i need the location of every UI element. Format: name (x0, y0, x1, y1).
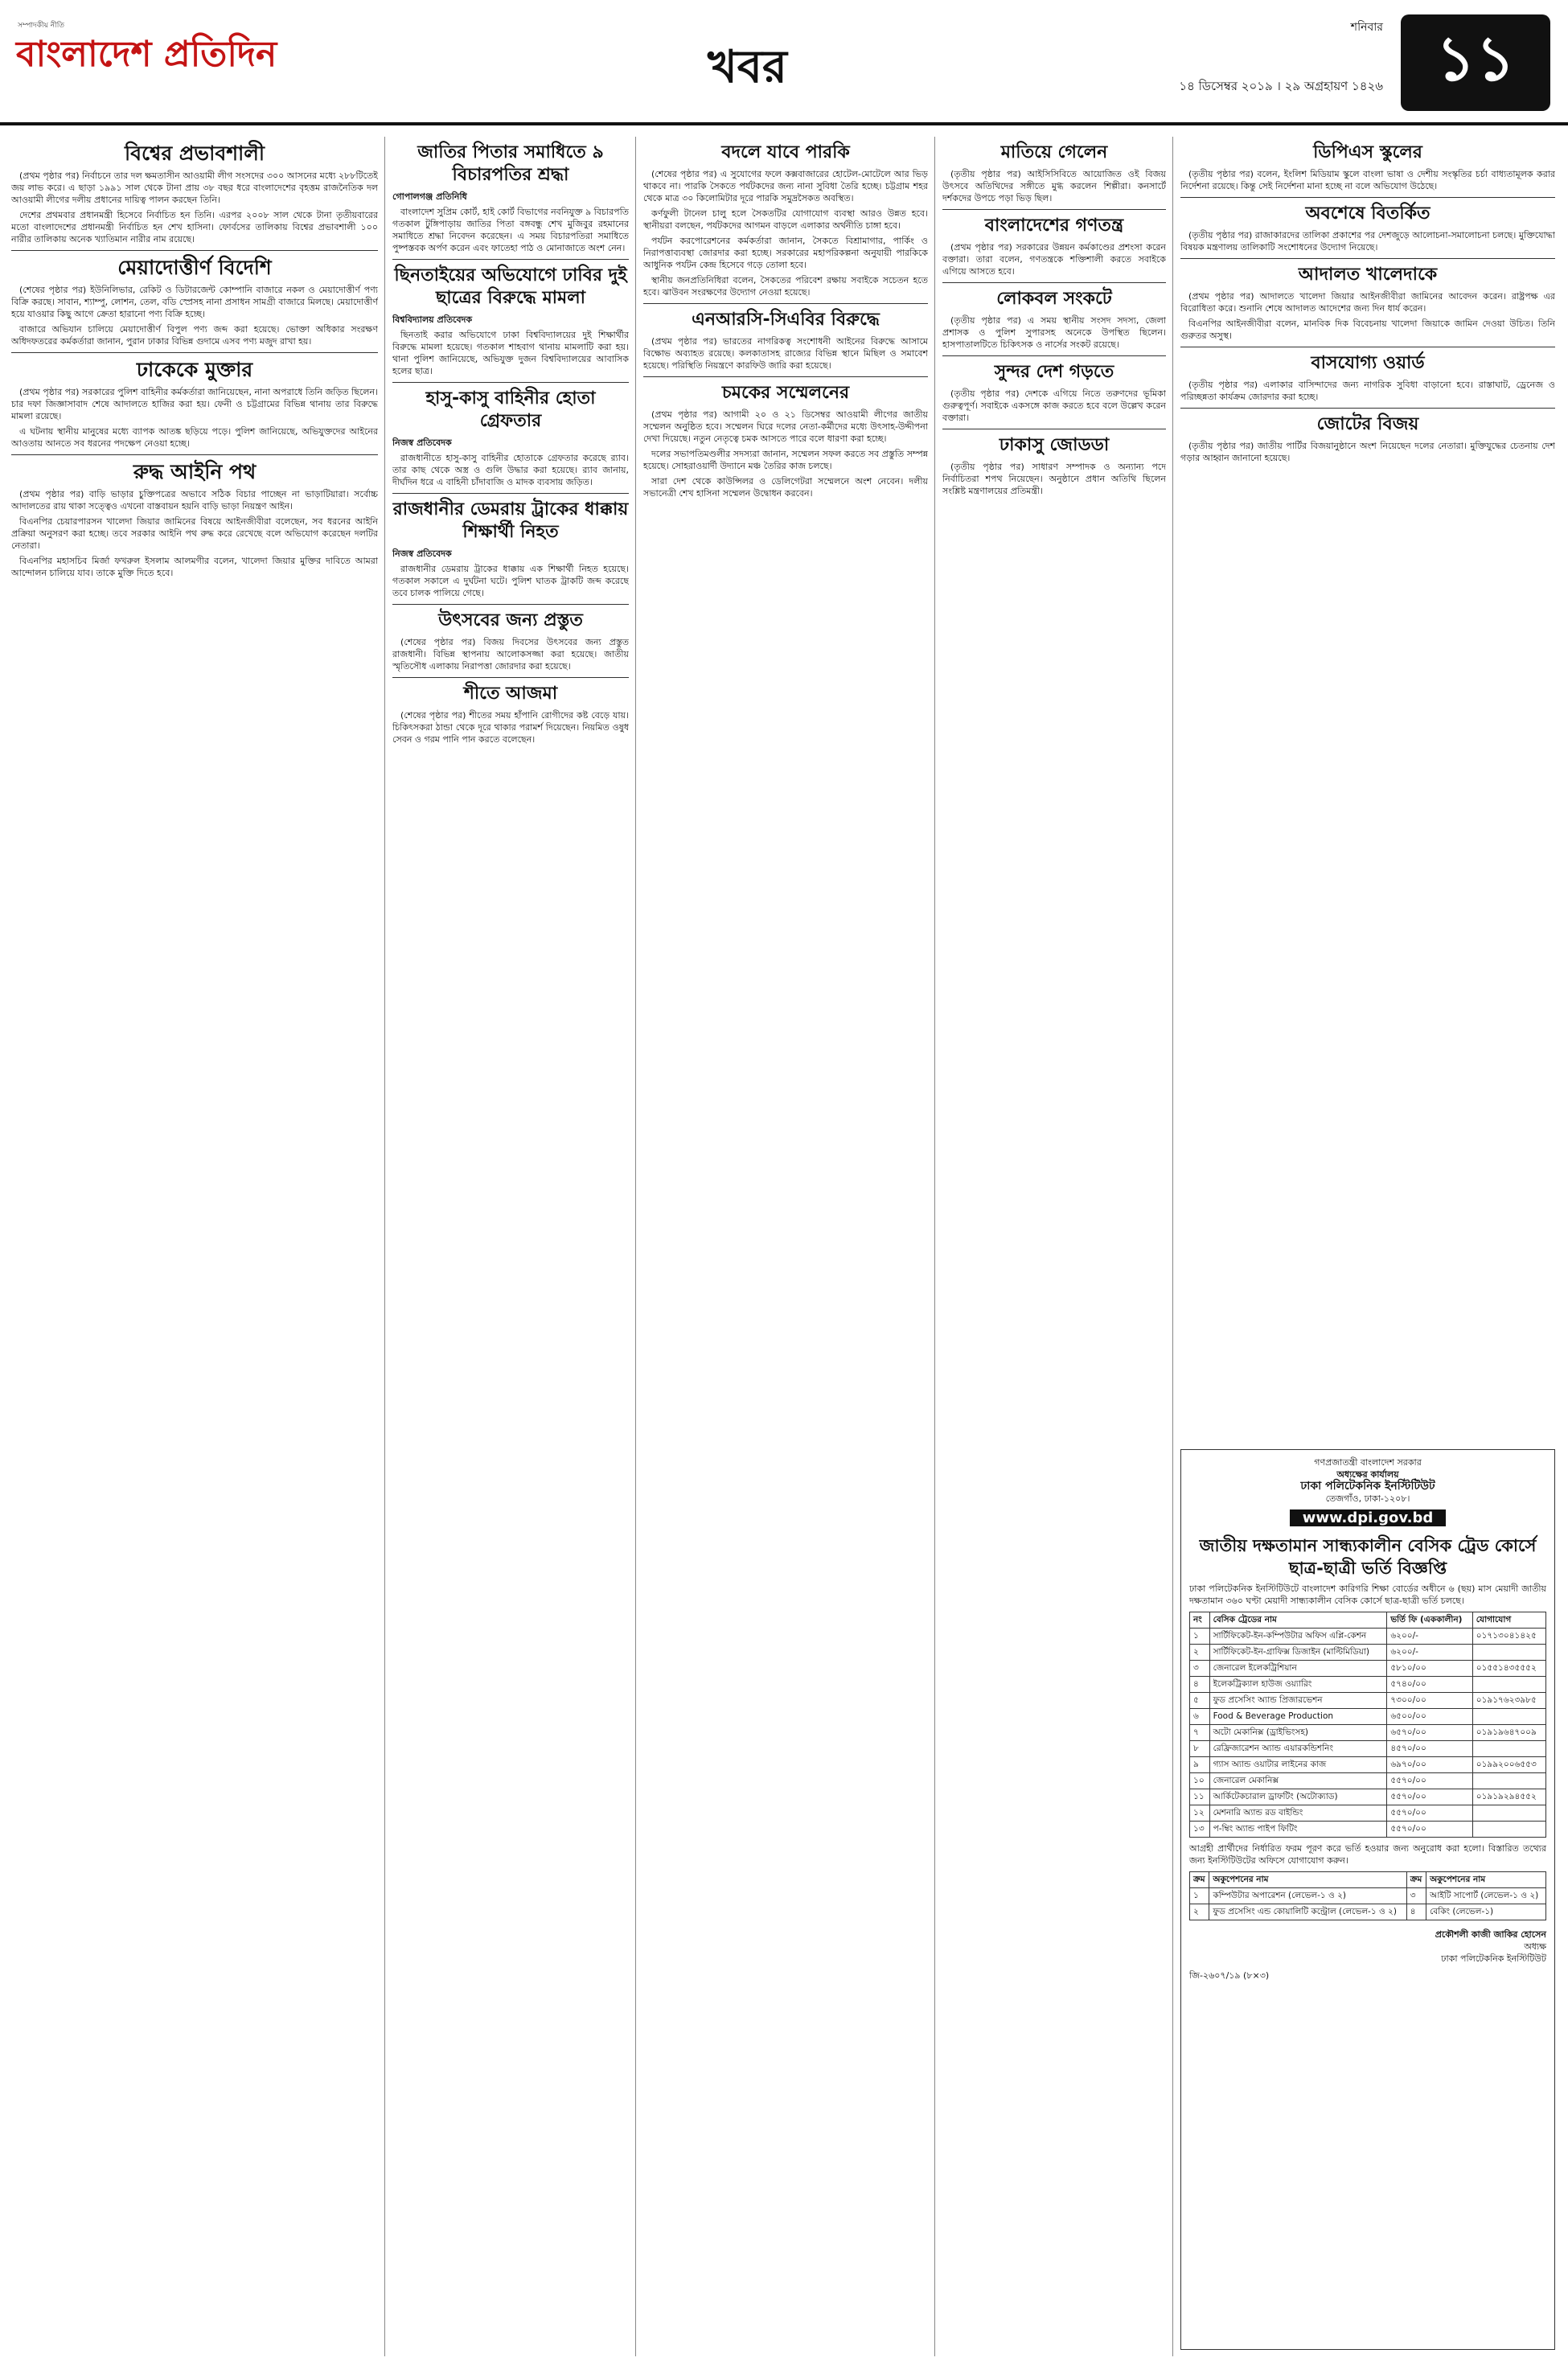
table-cell: ৬২০০/- (1387, 1645, 1472, 1661)
table-cell (1472, 1805, 1545, 1822)
table-cell: ৪ (1190, 1677, 1210, 1693)
table-cell: ৯ (1190, 1757, 1210, 1773)
headline: আদালত খালেদাকে (1298, 265, 1438, 285)
page-number: ১১ (1401, 14, 1550, 111)
divider (1180, 197, 1555, 198)
table-cell: ৫৭৪০/০০ (1387, 1677, 1472, 1693)
article-paragraph: (তৃতীয় পৃষ্ঠার পর) বলেন, ইংলিশ মিডিয়াম স্কুলে বাংলা ভাষা ও দেশীয় সংস্কৃতির চর্চা বাধ্যতামূলক করার নির্দেশনা রয়েছে। কিন্তু সেই নির্দেশনা মানা হচ্ছে না বলে অভিযোগ উঠেছে। (1180, 169, 1555, 191)
headline: অবশেষে বিতর্কিত (1305, 203, 1430, 224)
table-header-cell: অকুপেশনের নাম (1209, 1872, 1406, 1888)
article-paragraph: বিএনপির চেয়ারপারসন খালেদা জিয়ার জামিনের বিষয়ে আইনজীবীরা বলেছেন, সব ধরনের আইনি প্রক্রিয়া অনুসরণ করা হচ্ছে। তবে সরকার আইনি পথ রুদ্ধ করে রেখেছে বলে অভিযোগ করেছেন দলটির নেতারা। (11, 516, 378, 551)
table-cell: সার্টিফিকেট-ইন-গ্রাফিক্স ডিজাইন (মাল্টিমিডিয়া) (1209, 1645, 1387, 1661)
article-paragraph: (শেষের পৃষ্ঠার পর) বিজয় দিবসের উৎসবের জন্য প্রস্তুত রাজধানী। বিভিন্ন স্থাপনায় আলোকসজ্জা করা হয়েছে। জাতীয় স্মৃতিসৌধ এলাকায় নিরাপত্তা জোরদার করা হয়েছে। (392, 637, 629, 672)
table-cell: ১১ (1190, 1789, 1210, 1805)
table-cell: ৬৯৭০/০০ (1387, 1757, 1472, 1773)
column-1 (11, 137, 378, 2356)
article-paragraph: কর্ণফুলী টানেল চালু হলে সৈকতটির যোগাযোগ ব্যবস্থা আরও উন্নত হবে। স্থানীয়রা বলছেন, পর্যটকদের আগমন বাড়লে এলাকার অর্থনীতি চাঙ্গা হবে। (643, 208, 928, 231)
table-row (1190, 1805, 1546, 1822)
article-paragraph: (তৃতীয় পৃষ্ঠার পর) রাজাকারদের তালিকা প্রকাশের পর দেশজুড়ে আলোচনা-সমালোচনা চলছে। মুক্তিযোদ্ধা বিষয়ক মন্ত্রণালয় তালিকাটি সংশোধনের উদ্যোগ নিয়েছে। (1180, 230, 1555, 253)
table-cell: জেনারেল ইলেকট্রিশিয়ান (1209, 1661, 1387, 1677)
table-cell: ৫৫৭০/০০ (1387, 1773, 1472, 1789)
table-cell (1472, 1773, 1545, 1789)
weekday: শনিবার (1350, 21, 1383, 34)
article-paragraph: বিএনপির আইনজীবীরা বলেন, মানবিক দিক বিবেচনায় খালেদা জিয়াকে জামিন দেওয়া উচিত। তিনি গুরুতর অসুস্থ। (1180, 318, 1555, 341)
table-cell: ৫৫৭০/০০ (1387, 1805, 1472, 1822)
ad-signatory-institute: ঢাকা পলিটেকনিক ইনস্টিটিউট (1441, 1953, 1546, 1964)
ad-signatory-title: অধ্যক্ষ (1524, 1941, 1546, 1952)
table-cell: ১ (1190, 1888, 1209, 1904)
table-header-cell: ক্রম (1406, 1872, 1426, 1888)
table-row (1190, 1904, 1546, 1920)
table-row (1190, 1645, 1546, 1661)
table-cell: ৭ (1190, 1725, 1210, 1741)
headline: চমকের সম্মেলনের (721, 383, 850, 403)
table-cell: ৩ (1406, 1888, 1426, 1904)
article-paragraph: সারা দেশ থেকে কাউন্সিলর ও ডেলিগেটরা সম্মেলনে অংশ নেবেন। দলীয় সভানেত্রী শেখ হাসিনা সম্মেলন উদ্বোধন করবেন। (643, 476, 928, 499)
table-cell (1472, 1677, 1545, 1693)
masthead (0, 0, 1568, 125)
table-cell (1472, 1645, 1545, 1661)
headline: জাতির পিতার সমাধিতে ৯ বিচারপতির শ্রদ্ধা (417, 142, 604, 185)
divider (643, 303, 928, 304)
headline: হাসু-কাসু বাহিনীর হোতা গ্রেফতার (425, 388, 596, 431)
table-cell: ২ (1190, 1645, 1210, 1661)
table-cell: ৪৫৭০/০০ (1387, 1741, 1472, 1757)
table-cell: ১২ (1190, 1805, 1210, 1822)
ad-website[interactable]: www.dpi.gov.bd (1290, 1509, 1446, 1526)
table-cell: ১ (1190, 1629, 1210, 1645)
table-cell: ৫ (1190, 1693, 1210, 1709)
divider (942, 209, 1166, 210)
table-row (1190, 1757, 1546, 1773)
column-5 (1180, 137, 1555, 1440)
occupation-table (1189, 1871, 1546, 1920)
divider (392, 604, 629, 605)
table-row (1190, 1822, 1546, 1838)
reporter-byline: গোপালগঞ্জ প্রতিনিধি (392, 191, 467, 202)
article-paragraph: (তৃতীয় পৃষ্ঠার পর) জাতীয় পার্টির বিজয়ানুষ্ঠানে অংশ নিয়েছেন দলের নেতারা। মুক্তিযুদ্ধের চেতনায় দেশ গড়ার আহ্বান জানানো হয়েছে। (1180, 441, 1555, 463)
table-cell: ৬৫০০/০০ (1387, 1709, 1472, 1725)
table-cell: ৪ (1406, 1904, 1426, 1920)
table-row (1190, 1709, 1546, 1725)
divider (11, 352, 378, 353)
table-cell: ১৩ (1190, 1822, 1210, 1838)
article-paragraph: (শেষের পৃষ্ঠার পর) শীতের সময় হাঁপানি রোগীদের কষ্ট বেড়ে যায়। চিকিৎসকরা ঠান্ডা থেকে দূরে থাকার পরামর্শ দিয়েছেন। নিয়মিত ওষুধ সেবন ও গরম পানি পান করতে বলেছেন। (392, 710, 629, 745)
table-row (1190, 1741, 1546, 1757)
article-paragraph: (প্রথম পৃষ্ঠার পর) সরকারের উন্নয়ন কর্মকাণ্ডের প্রশংসা করেন বক্তারা। তারা বলেন, গণতন্ত্রকে শক্তিশালী করতে সবাইকে এগিয়ে আসতে হবে। (942, 242, 1166, 277)
article-paragraph: (তৃতীয় পৃষ্ঠার পর) দেশকে এগিয়ে নিতে তরুণদের ভূমিকা গুরুত্বপূর্ণ। সবাইকে একসঙ্গে কাজ করতে হবে বলে উল্লেখ করেন বক্তারা। (942, 388, 1166, 423)
headline: সুন্দর দেশ গড়তে (994, 362, 1114, 382)
table-row (1190, 1773, 1546, 1789)
article-paragraph: (প্রথম পৃষ্ঠার পর) সরকারের পুলিশ বাহিনীর কর্মকর্তারা জানিয়েছেন, নানা অপরাধে তিনি জড়িত ছিলেন। চার দফা জিজ্ঞাসাবাদ শেষে আদালতে হাজির করা হয়। ফেনী ও চট্টগ্রামের বিভিন্ন থানায় তার বিরুদ্ধে মামলা রয়েছে। (11, 387, 378, 421)
table-header-cell: নং (1190, 1612, 1210, 1629)
table-cell (1472, 1822, 1545, 1838)
table-row (1190, 1693, 1546, 1709)
ad-office-line: অধ্যক্ষের কার্যালয় (1336, 1469, 1399, 1480)
table-cell: ফুড প্রসেসিং এন্ড কোয়ালিটি কন্ট্রোল (লেভেল-১ ও ২) (1209, 1904, 1406, 1920)
issue-date: ১৪ ডিসেম্বর ২০১৯ । ২৯ অগ্রহায়ণ ১৪২৬ (1179, 79, 1383, 93)
table-cell: ২ (1190, 1904, 1209, 1920)
divider (392, 493, 629, 494)
column-divider (635, 137, 636, 2356)
table-cell: ৩ (1190, 1661, 1210, 1677)
article-paragraph: (শেষের পৃষ্ঠার পর) ইউনিলিভার, রেকিট ও ডিটারজেন্ট কোম্পানি বাজারে নকল ও মেয়াদোত্তীর্ণ পণ্য বিক্রি করছে। সাবান, শ্যাম্পু, লোশন, তেল, বডি স্প্রেসহ নানা প্রসাধন সামগ্রী বাজারে মিলছে। মেয়াদোত্তীর্ণ হয়ে যাওয়ার কিছু আগে ক্রেতা হারানো পণ্য বিক্রি হচ্ছে। (11, 285, 378, 319)
article-paragraph: (প্রথম পৃষ্ঠার পর) আগামী ২০ ও ২১ ডিসেম্বর আওয়ামী লীগের জাতীয় সম্মেলন অনুষ্ঠিত হবে। সম্মেলন ঘিরে দলের নেতা-কর্মীদের মধ্যে উৎসাহ-উদ্দীপনা দেখা দিয়েছে। নতুন নেতৃত্বে চমক আসতে পারে বলে ধারণা করা হচ্ছে। (643, 409, 928, 444)
headline: মেয়াদোত্তীর্ণ বিদেশি (117, 256, 272, 279)
ad-institute-name: ঢাকা পলিটেকনিক ইনস্টিটিউট (1300, 1480, 1435, 1493)
table-cell: আইটি সাপোর্ট (লেভেল-১ ও ২) (1426, 1888, 1546, 1904)
table-header-cell: ভর্তি ফি (এককালীন) (1387, 1612, 1472, 1629)
headline: ছিনতাইয়ের অভিযোগে ঢাবির দুই ছাত্রের বিরুদ্ধে মামলা (394, 265, 627, 308)
headline: শীতে আজমা (463, 684, 558, 704)
table-header-row (1190, 1612, 1546, 1629)
headline: রুদ্ধ আইনি পথ (133, 460, 257, 483)
article-paragraph: এ ঘটনায় স্থানীয় মানুষের মধ্যে ব্যাপক আতঙ্ক ছড়িয়ে পড়ে। পুলিশ জানিয়েছে, অভিযুক্তদের আইনের আওতায় আনতে সব ধরনের পদক্ষেপ নেওয়া হচ্ছে। (11, 426, 378, 449)
column-2 (392, 137, 629, 2356)
headline: ঢাকেকে মুক্তার (136, 358, 253, 381)
article-paragraph: ছিনতাই করার অভিযোগে ঢাকা বিশ্ববিদ্যালয়ের দুই শিক্ষার্থীর বিরুদ্ধে মামলা হয়েছে। গতকাল শাহবাগ থানায় মামলাটি করা হয়। থানা পুলিশ জানিয়েছে, অভিযুক্ত দুজন বিশ্ববিদ্যালয়ের আবাসিক হলের ছাত্র। (392, 330, 629, 376)
article-paragraph: বিএনপির মহাসচিব মির্জা ফখরুল ইসলাম আলমগীর বলেন, খালেদা জিয়ার মুক্তির দাবিতে আমরা আন্দোলন চালিয়ে যাব। তাকে মুক্তি দিতে হবে। (11, 556, 378, 578)
table-cell (1472, 1741, 1545, 1757)
reporter-byline: বিশ্ববিদ্যালয় প্রতিবেদক (392, 314, 473, 325)
article-paragraph: (তৃতীয় পৃষ্ঠার পর) এলাকার বাসিন্দাদের জন্য নাগরিক সুবিধা বাড়ানো হবে। রাস্তাঘাট, ড্রেনেজ ও পরিচ্ছন্নতা কার্যক্রম জোরদার করা হচ্ছে। (1180, 380, 1555, 402)
table-cell: ফুড প্রসেসিং অ্যান্ড প্রিজারভেশন (1209, 1693, 1387, 1709)
admission-advertisement (1180, 1449, 1555, 2350)
table-cell: ০১৭১৩০৪১৪২৫ (1472, 1629, 1545, 1645)
table-row (1190, 1888, 1546, 1904)
table-cell: রেফ্রিজারেশন অ্যান্ড এয়ারকন্ডিশনিং (1209, 1741, 1387, 1757)
headline: রাজধানীর ডেমরায় ট্রাকের ধাক্কায় শিক্ষার্থী নিহত (392, 499, 629, 542)
article-paragraph: দেশের প্রথমবার প্রধানমন্ত্রী হিসেবে নির্বাচিত হন তিনি। এরপর ২০০৮ সাল থেকে টানা তৃতীয়বারের মতো বাংলাদেশের প্রধানমন্ত্রী নির্বাচিত হন শেখ হাসিনা। ফোর্বসের তালিকায় বিশ্বের প্রভাবশালী ১০০ নারীর তালিকায় অনেক খ্যাতিমান নারীর নাম রয়েছে। (11, 210, 378, 244)
headline: বিশ্বের প্রভাবশালী (124, 142, 265, 165)
divider (392, 382, 629, 383)
divider (1180, 408, 1555, 409)
table-row (1190, 1789, 1546, 1805)
headline: লোকবল সংকটে (996, 289, 1112, 309)
article-paragraph: দলের সভাপতিমণ্ডলীর সদস্যরা জানান, সম্মেলন সফল করতে সব প্রস্তুতি সম্পন্ন হয়েছে। সোহরাওয়ার্দী উদ্যানে মঞ্চ তৈরির কাজ চলছে। (643, 449, 928, 471)
table-cell: Food & Beverage Production (1209, 1709, 1387, 1725)
divider (392, 259, 629, 260)
divider (942, 282, 1166, 283)
article-paragraph: (প্রথম পৃষ্ঠার পর) বাড়ি ভাড়ার চুক্তিপত্রের অভাবে সঠিক বিচার পাচ্ছেন না ভাড়াটিয়ারা। সর্বোচ্চ আদালতের রায় থাকা সত্ত্বেও এখনো বাস্তবায়ন হয়নি বাড়ি ভাড়া নিয়ন্ত্রণ আইন। (11, 489, 378, 511)
table-header-cell: বেসিক ট্রেডের নাম (1209, 1612, 1387, 1629)
divider (643, 376, 928, 377)
article-paragraph: স্থানীয় জনপ্রতিনিধিরা বলেন, সৈকতের পরিবেশ রক্ষায় সবাইকে সচেতন হতে হবে। ঝাউবন সংরক্ষণের উদ্যোগ নেওয়া হয়েছে। (643, 275, 928, 298)
ad-code: জি-২৬০৭/১৯ (৮×৩) (1189, 1970, 1270, 1981)
article-paragraph: (তৃতীয় পৃষ্ঠার পর) সাধারণ সম্পাদক ও অন্যান্য পদে নির্বাচিতরা শপথ নিয়েছেন। অনুষ্ঠানে প্রধান অতিথি ছিলেন সংশ্লিষ্ট মন্ত্রণালয়ের প্রতিমন্ত্রী। (942, 462, 1166, 496)
divider (11, 454, 378, 455)
table-cell: বেকিং (লেভেল-১) (1426, 1904, 1546, 1920)
table-cell: ইলেকট্রিক্যাল হাউজ ওয়্যারিং (1209, 1677, 1387, 1693)
column-divider (384, 137, 385, 2356)
headline: বাসযোগ্য ওয়ার্ড (1311, 353, 1425, 373)
table-row (1190, 1629, 1546, 1645)
article-paragraph: (তৃতীয় পৃষ্ঠার পর) এ সময় স্থানীয় সংসদ সদস্য, জেলা প্রশাসক ও পুলিশ সুপারসহ অনেকে উপস্থিত ছিলেন। হাসপাতালটিতে চিকিৎসক ও নার্সের সংকট রয়েছে। (942, 315, 1166, 350)
divider (11, 250, 378, 251)
column-divider (934, 137, 935, 2356)
table-cell: আর্কিটেকচারাল ড্রাফটিং (অটোক্যাড) (1209, 1789, 1387, 1805)
divider (392, 677, 629, 678)
article-paragraph: বাজারে অভিযান চালিয়ে মেয়াদোত্তীর্ণ বিপুল পণ্য জব্দ করা হয়েছে। ভোক্তা অধিকার সংরক্ষণ অধিদফতরের কর্মকর্তারা জানান, পুরান ঢাকার বিভিন্ন গুদামে এসব পণ্য মজুদ রাখা হয়। (11, 324, 378, 347)
table-cell: ০১৯১৯২৯৪৫৫২ (1472, 1789, 1545, 1805)
table-cell: অটো মেকানিক্স (ড্রাইভিংসহ) (1209, 1725, 1387, 1741)
column-divider (1172, 137, 1173, 2356)
table-cell (1472, 1709, 1545, 1725)
column-3 (643, 137, 928, 2356)
table-cell: ৮ (1190, 1741, 1210, 1757)
article-paragraph: (প্রথম পৃষ্ঠার পর) ভারতের নাগরিকত্ব সংশোধনী আইনের বিরুদ্ধে আসামে বিক্ষোভ অব্যাহত রয়েছে। কলকাতাসহ রাজ্যের বিভিন্ন স্থানে মিছিল ও সমাবেশ হয়েছে। পরিস্থিতি নিয়ন্ত্রণে কারফিউ জারি করা হয়েছে। (643, 336, 928, 371)
table-cell: ১০ (1190, 1773, 1210, 1789)
table-header-cell: ক্রম (1190, 1872, 1209, 1888)
trade-table (1189, 1612, 1546, 1838)
table-cell: মেশনারি অ্যান্ড রড বাইন্ডিং (1209, 1805, 1387, 1822)
article-paragraph: (প্রথম পৃষ্ঠার পর) নির্বাচনে তার দল ক্ষমতাসীন আওয়ামী লীগ সংসদের ৩০০ আসনের মধ্যে ২৮৮টিতেই জয় লাভ করে। এ ছাড়া ১৯৯১ সাল থেকে টানা প্রায় ৩৮ বছর ধরে বাংলাদেশের বৃহত্তম রাজনৈতিক দল আওয়ামী লীগের দলীয় প্রধানের দায়িত্ব পালন করছেন তিনি। (11, 170, 378, 205)
ad-govt-line: গণপ্রজাতন্ত্রী বাংলাদেশ সরকার (1314, 1457, 1422, 1468)
column-4 (942, 137, 1166, 2356)
article-paragraph: (প্রথম পৃষ্ঠার পর) আদালতে খালেদা জিয়ার আইনজীবীরা জামিনের আবেদন করেন। রাষ্ট্রপক্ষ এর বিরোধিতা করে। শুনানি শেষে আদালত আদেশের জন্য দিন ধার্য করেন। (1180, 291, 1555, 314)
article-paragraph: রাজধানীতে হাসু-কাসু বাহিনীর হোতাকে গ্রেফতার করেছে র‌্যাব। তার কাছ থেকে অস্ত্র ও গুলি উদ্ধার করা হয়েছে। র‌্যাব জানায়, দীর্ঘদিন ধরে এ বাহিনী চাঁদাবাজি ও মাদক ব্যবসায় জড়িত। (392, 453, 629, 487)
table-row (1190, 1725, 1546, 1741)
table-header-cell: অকুপেশনের নাম (1426, 1872, 1546, 1888)
table-cell: ৫৫৭০/০০ (1387, 1789, 1472, 1805)
table-header-cell: যোগাযোগ (1472, 1612, 1545, 1629)
table-cell: ০১৫৫১৪৩৫৫৫২ (1472, 1661, 1545, 1677)
divider (942, 355, 1166, 356)
divider (1180, 258, 1555, 259)
headline: ডিপিএস স্কুলের (1313, 142, 1422, 162)
table-cell: কম্পিউটার অপারেশন (লেভেল-১ ও ২) (1209, 1888, 1406, 1904)
article-paragraph: পর্যটন করপোরেশনের কর্মকর্তারা জানান, সৈকতে বিশ্রামাগার, পার্কিং ও নিরাপত্তাব্যবস্থা জোরদার করা হচ্ছে। সরকারের মহাপরিকল্পনা অনুযায়ী পারকিকে আধুনিক পর্যটন কেন্দ্র হিসেবে গড়ে তোলা হবে। (643, 236, 928, 270)
table-cell: ৬৫৭০/০০ (1387, 1725, 1472, 1741)
logo-tagline: সম্পাদকীয় নীতি (18, 22, 65, 30)
headline: উৎসবের জন্য প্রস্তুত (438, 610, 583, 630)
table-row (1190, 1677, 1546, 1693)
headline: জোটের বিজয় (1316, 414, 1419, 434)
table-cell: সার্টিফিকেট-ইন-কম্পিউটার অফিস এপ্লি-কেশন (1209, 1629, 1387, 1645)
table-cell: ৫৮১০/০০ (1387, 1661, 1472, 1677)
table-cell: গ্যাস অ্যান্ড ওয়াটার লাইনের কাজ (1209, 1757, 1387, 1773)
table-cell: ৭৩০০/০০ (1387, 1693, 1472, 1709)
table-cell: ০১৯১৯৬৪৭০০৯ (1472, 1725, 1545, 1741)
table-cell: ৬ (1190, 1709, 1210, 1725)
headline: মাতিয়ে গেলেন (1000, 142, 1108, 162)
reporter-byline: নিজস্ব প্রতিবেদক (392, 437, 452, 448)
ad-intro: ঢাকা পলিটেকনিক ইনস্টিটিউটে বাংলাদেশ কারিগরি শিক্ষা বোর্ডের অধীনে ৬ (ছয়) মাস মেয়াদী জাতীয় দক্ষতামান ৩৬০ ঘণ্টা মেয়াদী সান্ধ্যকালীন বেসিক কোর্সে ছাত্র-ছাত্রী ভর্তি চলছে। (1189, 1583, 1546, 1606)
ad-address: তেজগাঁও, ঢাকা-১২০৮। (1325, 1493, 1410, 1504)
table-cell: ৫৫৭০/০০ (1387, 1822, 1472, 1838)
article-paragraph: বাংলাদেশ সুপ্রিম কোর্ট, হাই কোর্ট বিভাগের নবনিযুক্ত ৯ বিচারপতি গতকাল টুঙ্গিপাড়ায় জাতির পিতা বঙ্গবন্ধু শেখ মুজিবুর রহমানের সমাধিতে শ্রদ্ধা নিবেদন করেছেন। এ সময় বিচারপতিরা সমাধিতে পুষ্পস্তবক অর্পণ করেন এবং ফাতেহা পাঠ ও মোনাজাতে অংশ নেন। (392, 207, 629, 253)
ad-title: জাতীয় দক্ষতামান সান্ধ্যকালীন বেসিক ট্রেড কোর্সে ছাত্র-ছাত্রী ভর্তি বিজ্ঞপ্তি (1199, 1536, 1537, 1578)
table-header-row (1190, 1872, 1546, 1888)
newspaper-logo: বাংলাদেশ প্রতিদিন (16, 34, 277, 75)
article-paragraph: (তৃতীয় পৃষ্ঠার পর) আইসিসিবিতে আয়োজিত ওই বিজয় উৎসবে অতিথিদের সঙ্গীতে মুগ্ধ করলেন শিল্পীরা। কনসার্টে দর্শকদের উপচে পড়া ভিড় ছিল। (942, 169, 1166, 203)
section-title: খবর (708, 41, 787, 93)
article-paragraph: (শেষের পৃষ্ঠার পর) এ সুযোগের ফলে কক্সবাজারের হোটেল-মোটেলে আর ভিড় থাকবে না। পারকি সৈকতে পর্যটকদের জন্য নানা সুবিধা তৈরি হচ্ছে। চট্টগ্রাম শহর থেকে মাত্র ৩০ কিলোমিটার দূরে পারকি সমুদ্রসৈকত অবস্থিত। (643, 169, 928, 203)
table-cell: প-ম্বিং অ্যান্ড পাইপ ফিটিং (1209, 1822, 1387, 1838)
headline: এনআরসি-সিএবির বিরুদ্ধে (692, 310, 880, 330)
table-cell: ০১৯৯২০০৬৫৫৩ (1472, 1757, 1545, 1773)
ad-note: আগ্রহী প্রার্থীদের নির্ধারিত ফরম পূরণ করে ভর্তি হওয়ার জন্য অনুরোধ করা হলো। বিস্তারিত তথ্যের জন্য ইনস্টিটিউটের অফিসে যোগাযোগ করুন। (1189, 1843, 1546, 1866)
table-cell: ৬২০০/- (1387, 1629, 1472, 1645)
table-row (1190, 1661, 1546, 1677)
article-paragraph: রাজধানীর ডেমরায় ট্রাকের ধাক্কায় এক শিক্ষার্থী নিহত হয়েছে। গতকাল সকালে এ দুর্ঘটনা ঘটে। পুলিশ ঘাতক ট্রাকটি জব্দ করেছে তবে চালক পালিয়ে গেছে। (392, 564, 629, 598)
table-cell: ০১৯১৭৬২৩৯৮৫ (1472, 1693, 1545, 1709)
headline: বদলে যাবে পারকি (721, 142, 850, 162)
table-cell: জেনারেল মেকানিক্স (1209, 1773, 1387, 1789)
reporter-byline: নিজস্ব প্রতিবেদক (392, 548, 452, 559)
headline: বাংলাদেশের গণতন্ত্র (984, 216, 1124, 236)
headline: ঢাকাসু জোডডা (999, 435, 1110, 455)
ad-signatory: প্রকৌশলী কাজী জাকির হোসেন (1435, 1929, 1546, 1940)
